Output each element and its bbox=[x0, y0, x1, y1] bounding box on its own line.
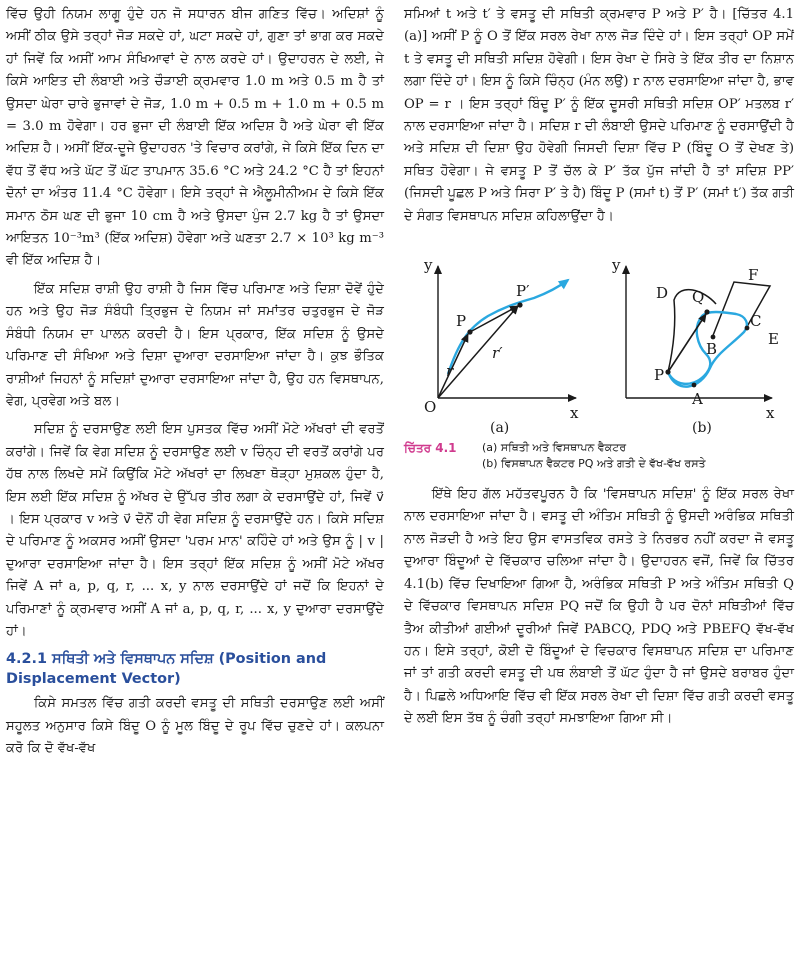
fig-a-p-prime-label: P′ bbox=[516, 282, 530, 301]
fig-b-x-label: x bbox=[766, 404, 775, 423]
fig-a-sublabel: (a) bbox=[490, 420, 510, 435]
figure-a bbox=[423, 256, 579, 434]
fig-a-y-label: y bbox=[424, 256, 433, 275]
left-paragraph-1: ਵਿੱਚ ਉਹੀ ਨਿਯਮ ਲਾਗੂ ਹੁੰਦੇ ਹਨ ਜੋ ਸਧਾਰਨ ਬੀਜ ਗਣਿਤ ਵਿੱਚ। ਅਦਿਸ਼ਾਂ ਨੂੰ ਅਸੀਂ ਠੀਕ ਉਸੇ ਤਰ੍ਹਾਂ ਜੋੜ ਸਕਦੇ ਹਾਂ, ਘਟਾ ਸਕਦੇ ਹਾਂ, ਗੁਣਾ ਤਾਂ ਭਾਗ ਕਰ ਸਕਦੇ ਹਾਂ ਜਿਵੇਂ ਕਿ ਅਸੀਂ ਆਮ ਸੰਖਿਆਵਾਂ ਦੇ ਨਾਲ ਕਰਦੇ ਹਾਂ। ਉਦਾਹਰਨ ਦੇ ਲਈ, ਜੇ ਕਿਸੇ ਆਇਤ ਦੀ ਲੰਬਾਈ ਅਤੇ ਚੌੜਾਈ ਕ੍ਰਮਵਾਰ 1.0 m ਅਤੇ 0.5 m ਹੈ ਤਾਂ ਉਸਦਾ ਘੇਰਾ ਚਾਰੇ ਭੁਜਾਵਾਂ ਦੇ ਜੋੜ, 1.0 m + 0.5 m + 1.0 m + 0.5 m = 3.0 m ਹੋਵੇਗਾ। ਹਰ ਭੁਜਾ ਦੀ ਲੰਬਾਈ ਇੱਕ ਅਦਿਸ਼ ਹੈ ਅਤੇ ਘੇਰਾ ਵੀ ਇੱਕ ਅਦਿਸ਼ ਹੈ। ਅਸੀਂ ਇੱਕ-ਦੂਜੇ ਉਦਾਹਰਨ 'ਤੇ ਵਿਚਾਰ ਕਰਾਂਗੇ, ਜੇ ਕਿਸੇ ਇੱਕ ਦਿਨ ਦਾ ਵੱਧ ਤੋਂ ਵੱਧ ਅਤੇ ਘੱਟ ਤੋਂ ਘੱਟ ਤਾਪਮਾਨ 35.6 °C ਅਤੇ 24.2 °C ਹੈ ਤਾਂ ਇਹਨਾਂ ਦੋਨਾਂ ਦਾ ਅੰਤਰ 11.4 °C ਹੋਵੇਗਾ। ਇਸੇ ਤਰ੍ਹਾਂ ਜੇ ਐਲੂਮੀਨੀਅਮ ਦੇ ਕਿਸੇ ਇੱਕ ਸਮਾਨ ਠੋਸ ਘਣ ਦੀ ਭੁਜਾ 10 cm ਹੈ ਅਤੇ ਉਸਦਾ ਪੁੰਜ 2.7 kg ਹੈ ਤਾਂ ਉਸਦਾ ਆਇਤਨ 10⁻³m³ (ਇੱਕ ਅਦਿਸ਼) ਹੋਵੇਗਾ ਅਤੇ ਘਣਤਾ 2.7 × 10³ kg m⁻³ ਵੀ ਇੱਕ ਅਦਿਸ਼ ਹੈ। bbox=[6, 7, 384, 269]
fig-b-point-q bbox=[704, 309, 709, 314]
left-column bbox=[6, 4, 384, 767]
fig-b-e-label: E bbox=[768, 330, 779, 349]
fig-a-r-label: r bbox=[446, 362, 454, 381]
fig-b-point-c bbox=[745, 326, 750, 331]
right-paragraph-1: ਸਮਿਆਂ t ਅਤੇ t′ ਤੇ ਵਸਤੂ ਦੀ ਸਥਿਤੀ ਕ੍ਰਮਵਾਰ P ਅਤੇ P′ ਹੈ। [ਚਿੱਤਰ 4.1 (a)] ਅਸੀਂ P ਨੂੰ O ਤੋਂ ਇੱਕ ਸਰਲ ਰੇਖਾ ਨਾਲ ਜੋੜ ਦਿੰਦੇ ਹਾਂ। ਇਸ ਤਰ੍ਹਾਂ OP ਸਮੇਂ t ਤੇ ਵਸਤੂ ਦੀ ਸਥਿਤੀ ਸਦਿਸ਼ ਹੋਵੇਗੀ। ਇਸ ਰੇਖਾ ਦੇ ਸਿਰੇ ਤੇ ਇੱਕ ਤੀਰ ਦਾ ਨਿਸ਼ਾਨ ਲਗਾ ਦਿੰਦੇ ਹਾਂ। ਇਸ ਨੂੰ ਕਿਸੇ ਚਿੰਨ੍ਹ (ਮੰਨ ਲਉ) r ਨਾਲ ਦਰਸਾਇਆ ਜਾਂਦਾ ਹੈ, ਭਾਵ OP = r । ਇਸ ਤਰ੍ਹਾਂ ਬਿੰਦੂ P′ ਨੂੰ ਇੱਕ ਦੂਸਰੀ ਸਥਿਤੀ ਸਦਿਸ਼ OP′ ਮਤਲਬ r′ ਨਾਲ ਦਰਸਾਇਆ ਜਾਂਦਾ ਹੈ। ਸਦਿਸ਼ r ਦੀ ਲੰਬਾਈ ਉਸਦੇ ਪਰਿਮਾਣ ਨੂੰ ਦਰਸਾਉਂਦੀ ਹੈ ਅਤੇ ਸਦਿਸ਼ ਦੀ ਦਿਸ਼ਾ ਉਹ ਹੋਵੇਗੀ ਜਿਸਦੀ ਦਿਸ਼ਾ ਵਿੱਚ P (ਬਿੰਦੂ O ਤੋਂ ਦੇਖਣ ਤੇ) ਸਥਿਤ ਹੋਵੇਗਾ। ਜੇ ਵਸਤੂ P ਤੋਂ ਚੱਲ ਕੇ P′ ਤੱਕ ਪੁੱਜ ਜਾਂਦੀ ਹੈ ਤਾਂ ਸਦਿਸ਼ PP′ (ਜਿਸਦੀ ਪੂਛਲ P ਅਤੇ ਸਿਰਾ P′ ਤੇ ਹੈ) ਬਿੰਦੂ P (ਸਮਾਂ t) ਤੋਂ P′ (ਸਮਾਂ t′) ਤੱਕ ਗਤੀ ਦੇ ਸੰਗਤ ਵਿਸਥਾਪਨ ਸਦਿਸ਼ ਕਹਿਲਾਉਂਦਾ ਹੈ। bbox=[404, 7, 794, 224]
figure-4-1 bbox=[404, 234, 794, 434]
figure-caption bbox=[404, 440, 794, 472]
fig-b-b-label: B bbox=[706, 340, 718, 359]
left-paragraph-2: ਇੱਕ ਸਦਿਸ਼ ਰਾਸ਼ੀ ਉਹ ਰਾਸ਼ੀ ਹੈ ਜਿਸ ਵਿੱਚ ਪਰਿਮਾਣ ਅਤੇ ਦਿਸ਼ਾ ਦੋਵੇਂ ਹੁੰਦੇ ਹਨ ਅਤੇ ਉਹ ਜੋੜ ਸੰਬੰਧੀ ਤ੍ਰਿਭੁਜ ਦੇ ਨਿਯਮ ਜਾਂ ਸਮਾਂਤਰ ਚਤੁਰਭੁਜ ਦੇ ਜੋੜ ਸੰਬੰਧੀ ਨਿਯਮ ਦਾ ਪਾਲਨ ਕਰਦੀ ਹੈ। ਇਸ ਪ੍ਰਕਾਰ, ਇੱਕ ਸਦਿਸ਼ ਨੂੰ ਉਸਦੇ ਪਰਿਮਾਣ ਦੀ ਸੰਖਿਆ ਅਤੇ ਦਿਸ਼ਾ ਦੁਆਰਾ ਦਰਸਾਇਆ ਜਾਂਦਾ ਹੈ। ਕੁਝ ਭੌਤਿਕ ਰਾਸ਼ੀਆਂ ਜਿਹਨਾਂ ਨੂੰ ਸਦਿਸ਼ਾਂ ਦੁਆਰਾ ਦਰਸਾਇਆ ਜਾਂਦਾ ਹੈ, ਉਹ ਹਨ ਵਿਸਥਾਪਨ, ਵੇਗ, ਪ੍ਰਵੇਗ ਅਤੇ ਬਲ। bbox=[6, 281, 384, 409]
fig-b-sublabel: (b) bbox=[692, 420, 712, 435]
caption-line-b: (b) ਵਿਸਥਾਪਨ ਵੈਕਟਰ PQ ਅਤੇ ਗਤੀ ਦੇ ਵੱਖ-ਵੱਖ ਰਸਤੇ bbox=[482, 457, 706, 471]
fig-b-p-label: P bbox=[654, 366, 665, 385]
figure-b bbox=[611, 256, 779, 434]
fig-a-p-label: P bbox=[456, 312, 467, 331]
fig-a-displacement-vector bbox=[470, 306, 518, 332]
fig-b-y-label: y bbox=[612, 256, 621, 275]
fig-a-r-prime-label: r′ bbox=[492, 344, 503, 363]
fig-b-a-label: A bbox=[692, 390, 703, 409]
fig-b-c-label: C bbox=[750, 312, 762, 331]
fig-b-point-a bbox=[692, 383, 697, 388]
figure-drawing bbox=[404, 234, 794, 434]
fig-b-f-label: F bbox=[748, 266, 759, 285]
fig-a-point-p bbox=[467, 329, 472, 334]
right-paragraph-2: ਇੱਥੇ ਇਹ ਗੱਲ ਮਹੱਤਵਪੂਰਨ ਹੈ ਕਿ 'ਵਿਸਥਾਪਨ ਸਦਿਸ਼' ਨੂੰ ਇੱਕ ਸਰਲ ਰੇਖਾ ਨਾਲ ਦਰਸਾਇਆ ਜਾਂਦਾ ਹੈ। ਵਸਤੂ ਦੀ ਅੰਤਿਮ ਸਥਿਤੀ ਨੂੰ ਉਸਦੀ ਅਰੰਭਿਕ ਸਥਿਤੀ ਨਾਲ ਜੋੜਦੀ ਹੈ ਅਤੇ ਇਹ ਉਸ ਵਾਸਤਵਿਕ ਰਸਤੇ ਤੇ ਨਿਰਭਰ ਨਹੀਂ ਕਰਦਾ ਜੋ ਵਸਤੂ ਦੁਆਰਾ ਬਿੰਦੂਆਂ ਦੇ ਵਿੱਚਕਾਰ ਚਲਿਆ ਜਾਂਦਾ ਹੈ। ਉਦਾਹਰਨ ਵਜੋਂ, ਜਿਵੇਂ ਕਿ ਚਿੱਤਰ 4.1(b) ਵਿੱਚ ਦਿਖਾਇਆ ਗਿਆ ਹੈ, ਅਰੰਭਿਕ ਸਥਿਤੀ P ਅਤੇ ਅੰਤਿਮ ਸਥਿਤੀ Q ਦੇ ਵਿੱਚਕਾਰ ਵਿਸਥਾਪਨ ਸਦਿਸ਼ PQ ਜਦੋਂ ਕਿ ਉਹੀ ਹੈ ਪਰ ਦੋਨਾਂ ਸਥਿਤੀਆਂ ਵਿੱਚ ਤੈਅ ਕੀਤੀਆਂ ਗਈਆਂ ਦੂਰੀਆਂ ਜਿਵੇਂ PABCQ, PDQ ਅਤੇ PBEFQ ਵੱਖ-ਵੱਖ ਹਨ। ਇਸੇ ਤਰ੍ਹਾਂ, ਕੋਈ ਦੋ ਬਿੰਦੂਆਂ ਦੇ ਵਿਚਕਾਰ ਵਿਸਥਾਪਨ ਸਦਿਸ਼ ਦਾ ਪਰਿਮਾਣ ਜਾਂ ਤਾਂ ਗਤੀ ਕਰਦੀ ਵਸਤੂ ਦੀ ਪਥ ਲੰਬਾਈ ਤੋਂ ਘੱਟ ਹੁੰਦਾ ਹੈ ਜਾਂ ਉਸਦੇ ਬਰਾਬਰ ਹੁੰਦਾ ਹੈ। ਪਿਛਲੇ ਅਧਿਆਇ ਵਿੱਚ ਵੀ ਇੱਕ ਸਰਲ ਰੇਖਾ ਦੀ ਦਿਸ਼ਾ ਵਿੱਚ ਗਤੀ ਕਰਦੀ ਵਸਤੂ ਦੇ ਲਈ ਇਸ ਤੱਥ ਨੂੰ ਚੰਗੀ ਤਰ੍ਹਾਂ ਸਮਝਾਇਆ ਗਿਆ ਸੀ। bbox=[404, 487, 794, 727]
fig-a-x-label: x bbox=[570, 404, 579, 423]
fig-b-point-b bbox=[711, 335, 716, 340]
caption-title: ਚਿੱਤਰ 4.1 bbox=[404, 441, 457, 456]
fig-b-q-label: Q bbox=[692, 288, 705, 307]
left-paragraph-3: ਸਦਿਸ਼ ਨੂੰ ਦਰਸਾਉਣ ਲਈ ਇਸ ਪੁਸਤਕ ਵਿੱਚ ਅਸੀਂ ਮੋਟੇ ਅੱਖਰਾਂ ਦੀ ਵਰਤੋਂ ਕਰਾਂਗੇ। ਜਿਵੇਂ ਕਿ ਵੇਗ ਸਦਿਸ਼ ਨੂੰ ਦਰਸਾਉਣ ਲਈ v ਚਿੰਨ੍ਹ ਦੀ ਵਰਤੋਂ ਕਰਾਂਗੇ ਪਰ ਹੱਥ ਨਾਲ ਲਿਖਦੇ ਸਮੇਂ ਕਿਉਂਕਿ ਮੋਟੇ ਅੱਖਰਾਂ ਦਾ ਲਿਖਣਾ ਥੋੜ੍ਹਾ ਮੁਸ਼ਕਲ ਹੁੰਦਾ ਹੈ, ਇਸ ਲਈ ਇੱਕ ਸਦਿਸ਼ ਨੂੰ ਅੱਖਰ ਦੇ ਉੱਪਰ ਤੀਰ ਲਗਾ ਕੇ ਦਰਸਾਉਂਦੇ ਹਾਂ, ਜਿਵੇਂ v⃗ । ਇਸ ਪ੍ਰਕਾਰ v ਅਤੇ v⃗ ਦੋਨੋਂ ਹੀ ਵੇਗ ਸਦਿਸ਼ ਨੂੰ ਦਰਸਾਉਂਦੇ ਹਨ। ਕਿਸੇ ਸਦਿਸ਼ ਦੇ ਪਰਿਮਾਣ ਨੂੰ ਅਕਸਰ ਅਸੀਂ ਉਸਦਾ 'ਪਰਮ ਮਾਨ' ਕਹਿੰਦੇ ਹਾਂ ਅਤੇ ਉਸ ਨੂੰ | v | ਦੁਆਰਾ ਦਰਸਾਇਆ ਜਾਂਦਾ ਹੈ। ਇਸ ਤਰ੍ਹਾਂ ਇੱਕ ਸਦਿਸ਼ ਨੂੰ ਅਸੀਂ ਮੋਟੇ ਅੱਖਰ ਜਿਵੇਂ A ਜਾਂ a, p, q, r, ... x, y ਨਾਲ ਦਰਸਾਉਂਦੇ ਹਾਂ ਜਦੋਂ ਕਿ ਇਹਨਾਂ ਦੇ ਪਰਿਮਾਣਾਂ ਨੂੰ ਕ੍ਰਮਵਾਰ ਅਸੀਂ A ਜਾਂ a, p, q, r, ... x, y ਦੁਆਰਾ ਦਰਸਾਉਂਦੇ ਹਾਂ। bbox=[6, 422, 384, 639]
fig-a-origin-label: O bbox=[424, 398, 437, 417]
left-paragraph-4: ਕਿਸੇ ਸਮਤਲ ਵਿੱਚ ਗਤੀ ਕਰਦੀ ਵਸਤੂ ਦੀ ਸਥਿਤੀ ਦਰਸਾਉਣ ਲਈ ਅਸੀਂ ਸਹੂਲਤ ਅਨੁਸਾਰ ਕਿਸੇ ਬਿੰਦੂ O ਨੂੰ ਮੂਲ ਬਿੰਦੂ ਦੇ ਰੂਪ ਵਿੱਚ ਚੁਣਦੇ ਹਾਂ। ਕਲਪਨਾ ਕਰੋ ਕਿ ਦੋ ਵੱਖ-ਵੱਖ bbox=[6, 696, 384, 757]
fig-a-point-p-prime bbox=[517, 302, 522, 307]
section-heading: 4.2.1 ਸਥਿਤੀ ਅਤੇ ਵਿਸਥਾਪਨ ਸਦਿਸ਼ (Position and Displacement Vector) bbox=[6, 651, 327, 688]
fig-a-vector-r-prime bbox=[438, 306, 518, 398]
fig-b-point-p bbox=[665, 369, 670, 374]
fig-b-d-label: D bbox=[656, 284, 669, 303]
caption-line-a: (a) ਸਥਿਤੀ ਅਤੇ ਵਿਸਥਾਪਨ ਵੈਕਟਰ bbox=[482, 441, 627, 455]
right-column bbox=[404, 4, 794, 737]
